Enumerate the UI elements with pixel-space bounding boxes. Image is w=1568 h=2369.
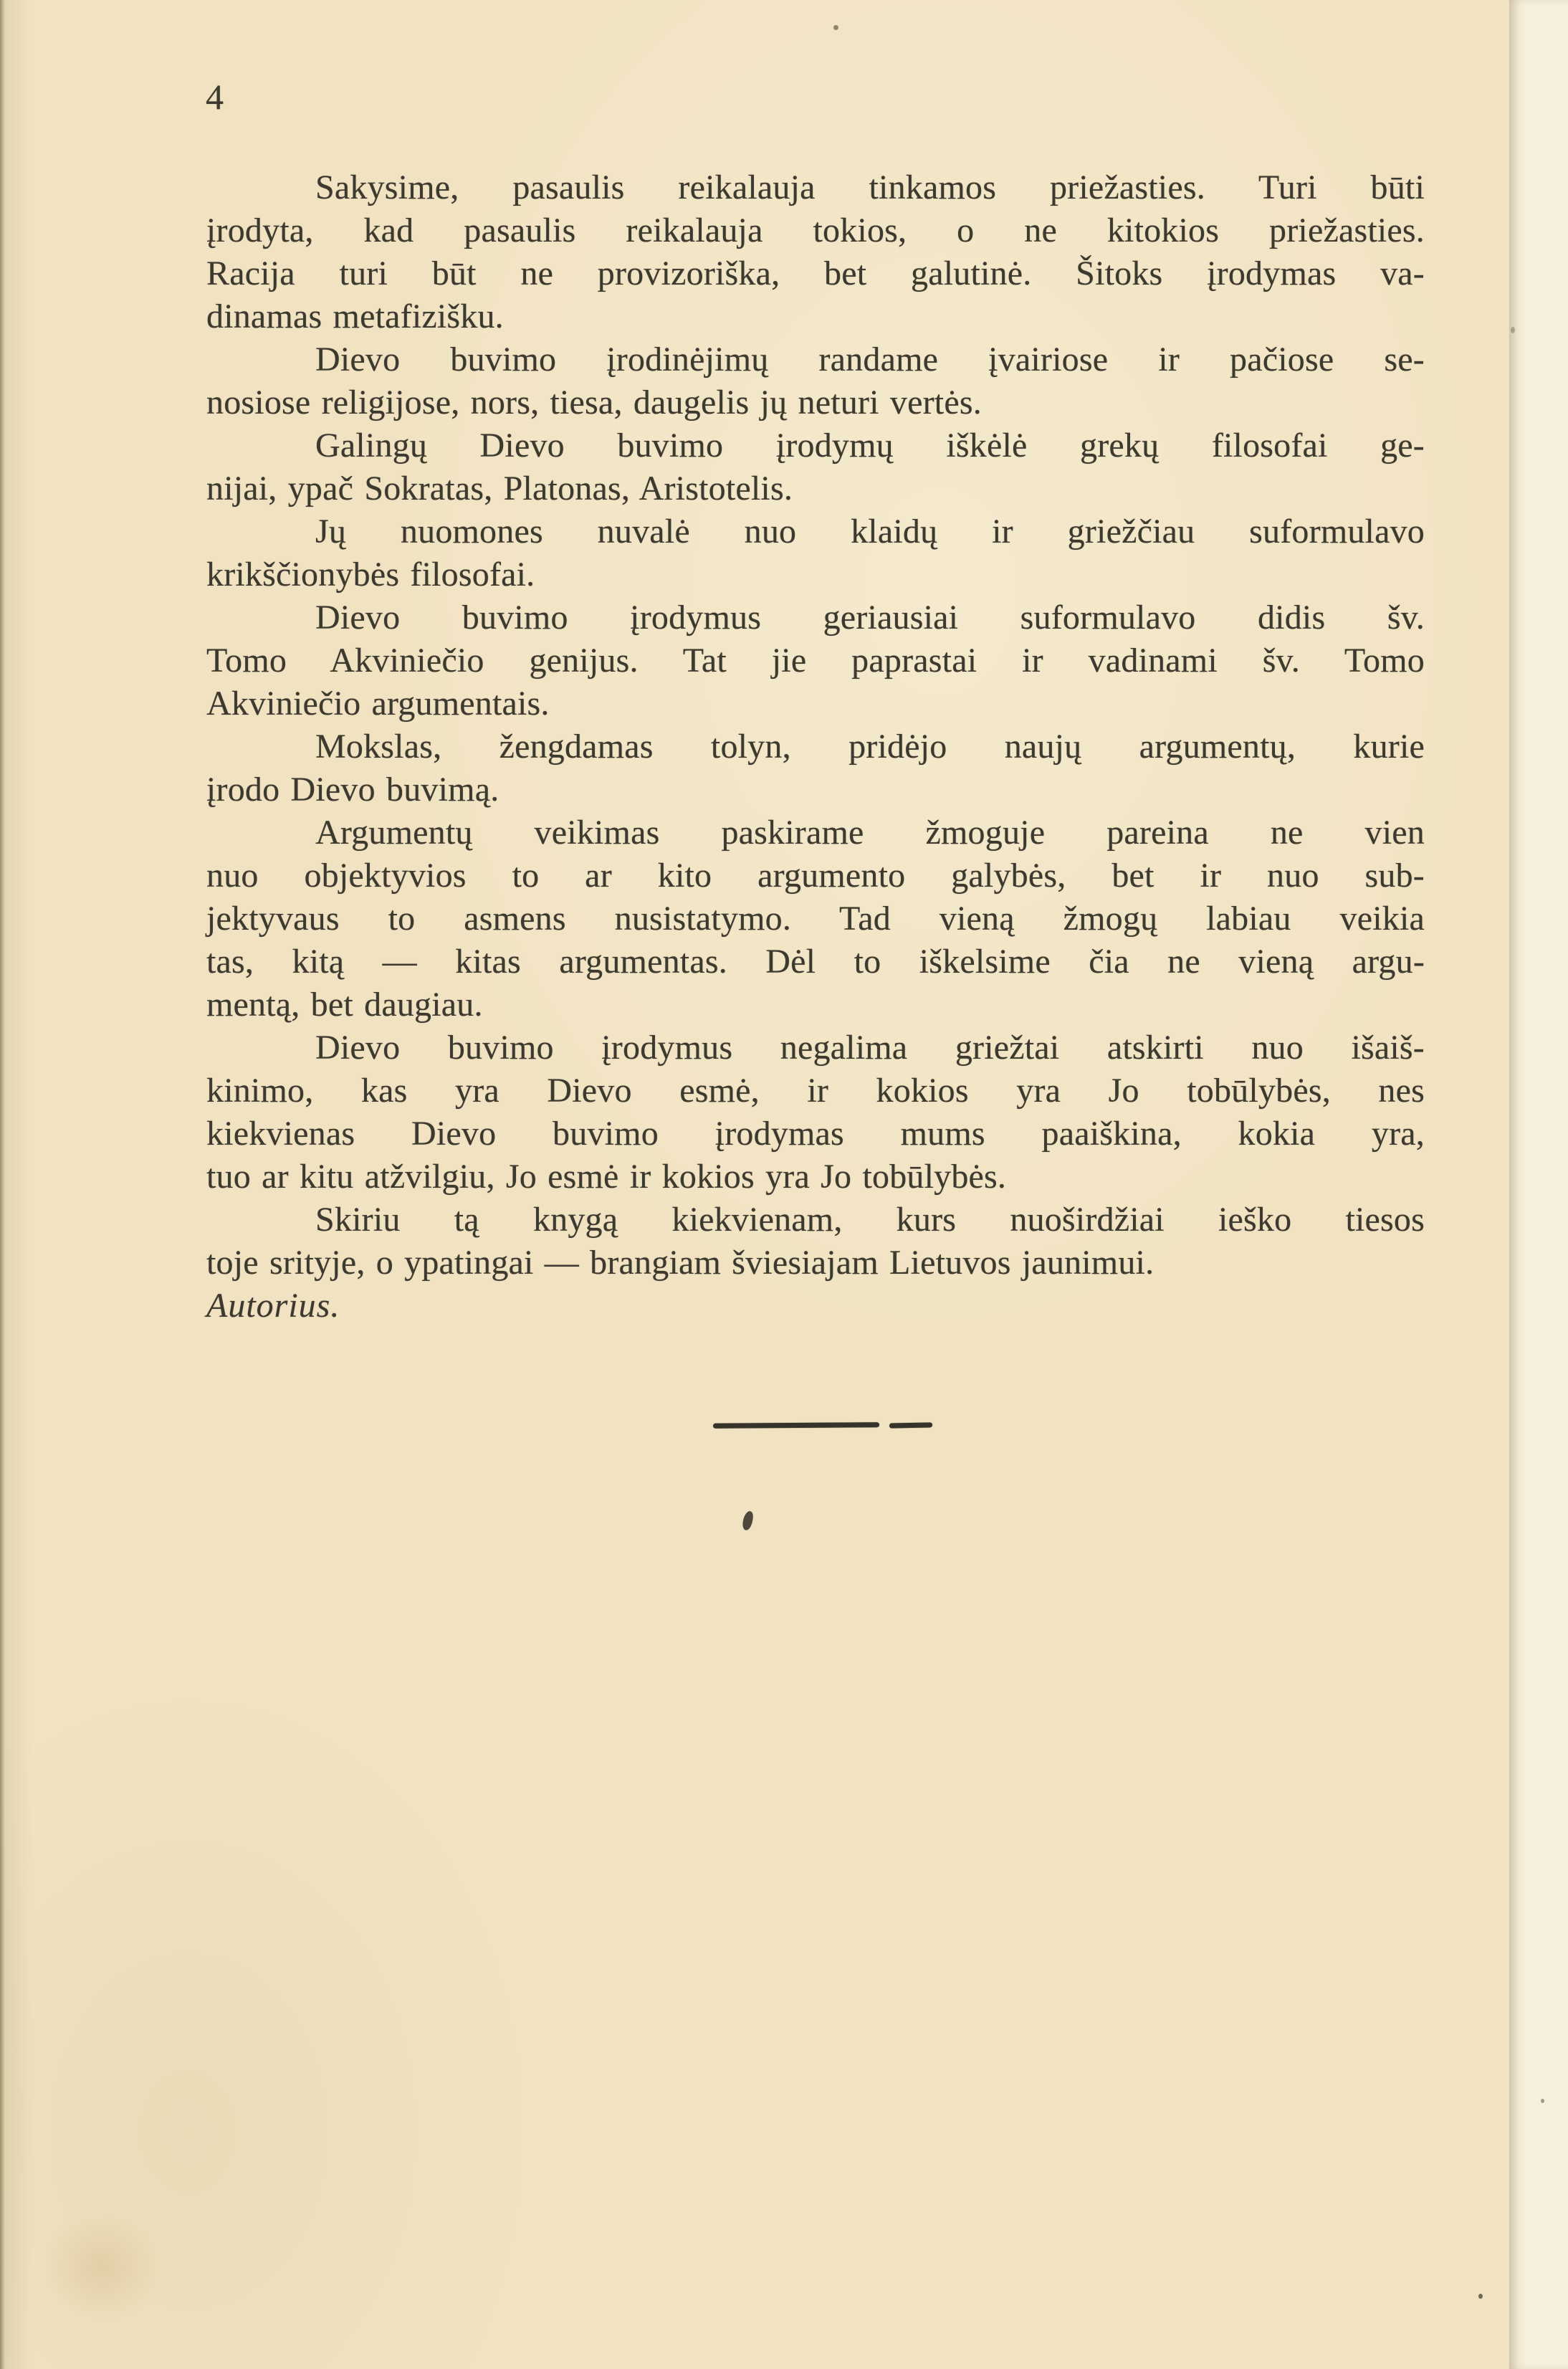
text-line: toje srityje, o ypatingai — brangiam šviesiajam Lietuvos jaunimui.	[206, 1244, 1155, 1282]
text-line: įrodo Dievo buvimą.	[206, 771, 499, 809]
text-line: krikščionybės filosofai.	[206, 556, 535, 594]
paper-smudge	[19, 2192, 183, 2342]
text-line: Mokslas, žengdamas tolyn, pridėjo naujų argumentų, kurie	[315, 728, 1425, 766]
text-line: tuo ar kitu atžvilgiu, Jo esmė ir kokios yra Jo tobūlybės.	[206, 1158, 1007, 1196]
text-line: Argumentų veikimas paskirame žmoguje pareina ne vien	[315, 814, 1425, 852]
text-line: kiekvienas Dievo buvimo įrodymas mums paaiškina, kokia yra,	[206, 1115, 1425, 1153]
dust-speck	[1541, 2099, 1544, 2103]
text-line: tas, kitą — kitas argumentas. Dėl to iškelsime čia ne vieną argu-	[206, 943, 1425, 981]
body-text	[206, 166, 1425, 1328]
text-line: Tomo Akviniečio genijus. Tat jie paprastai ir vadinami šv. Tomo	[206, 642, 1425, 680]
dust-speck	[1511, 327, 1515, 333]
text-line: Jų nuomones nuvalė nuo klaidų ir griežčiau suformulavo	[315, 513, 1425, 550]
text-line: Skiriu tą knygą kiekvienam, kurs nuoširdžiai ieško tiesos	[315, 1201, 1425, 1239]
text-line: Sakysime, pasaulis reikalauja tinkamos priežasties. Turi būti	[315, 168, 1425, 206]
text-line: Akviniečio argumentais.	[206, 685, 550, 723]
text-line: mentą, bet daugiau.	[206, 986, 483, 1024]
section-divider	[713, 1423, 935, 1430]
dust-speck	[1478, 2294, 1483, 2299]
text-line: Racija turi būt ne provizoriška, bet galutinė. Šitoks įrodymas va-	[206, 254, 1425, 292]
page-number: 4	[206, 77, 224, 117]
text-line: kinimo, kas yra Dievo esmė, ir kokios yra Jo tobūlybės, nes	[206, 1072, 1425, 1110]
dust-speck	[833, 25, 838, 30]
text-line: Dievo buvimo įrodymus geriausiai suformulavo didis šv.	[315, 599, 1425, 637]
ink-speck	[742, 1510, 754, 1531]
scan-left-edge	[0, 0, 5, 2369]
page-edge-strip	[1509, 0, 1568, 2369]
text-line: dinamas metafizišku.	[206, 297, 504, 335]
text-line: nuo objektyvios to ar kito argumento galybės, bet ir nuo sub-	[206, 857, 1425, 895]
text-line: nosiose religijose, nors, tiesa, daugelis jų neturi vertės.	[206, 383, 982, 421]
text-line: nijai, ypač Sokratas, Platonas, Aristotelis.	[206, 469, 793, 507]
text-line: Galingų Dievo buvimo įrodymų iškėlė grekų filosofai ge-	[315, 426, 1425, 464]
text-line: Dievo buvimo įrodinėjimų randame įvairiose ir pačiose se-	[315, 340, 1425, 378]
divider-segment-long	[713, 1422, 879, 1429]
author-signature: Autorius.	[206, 1287, 340, 1325]
divider-segment-short	[889, 1422, 932, 1428]
text-line: įrodyta, kad pasaulis reikalauja tokios, o ne kitokios priežasties.	[206, 211, 1425, 249]
text-line: Dievo buvimo įrodymus negalima griežtai atskirti nuo išaiš-	[315, 1029, 1425, 1067]
text-line: jektyvaus to asmens nusistatymo. Tad vieną žmogų labiau veikia	[206, 900, 1425, 938]
